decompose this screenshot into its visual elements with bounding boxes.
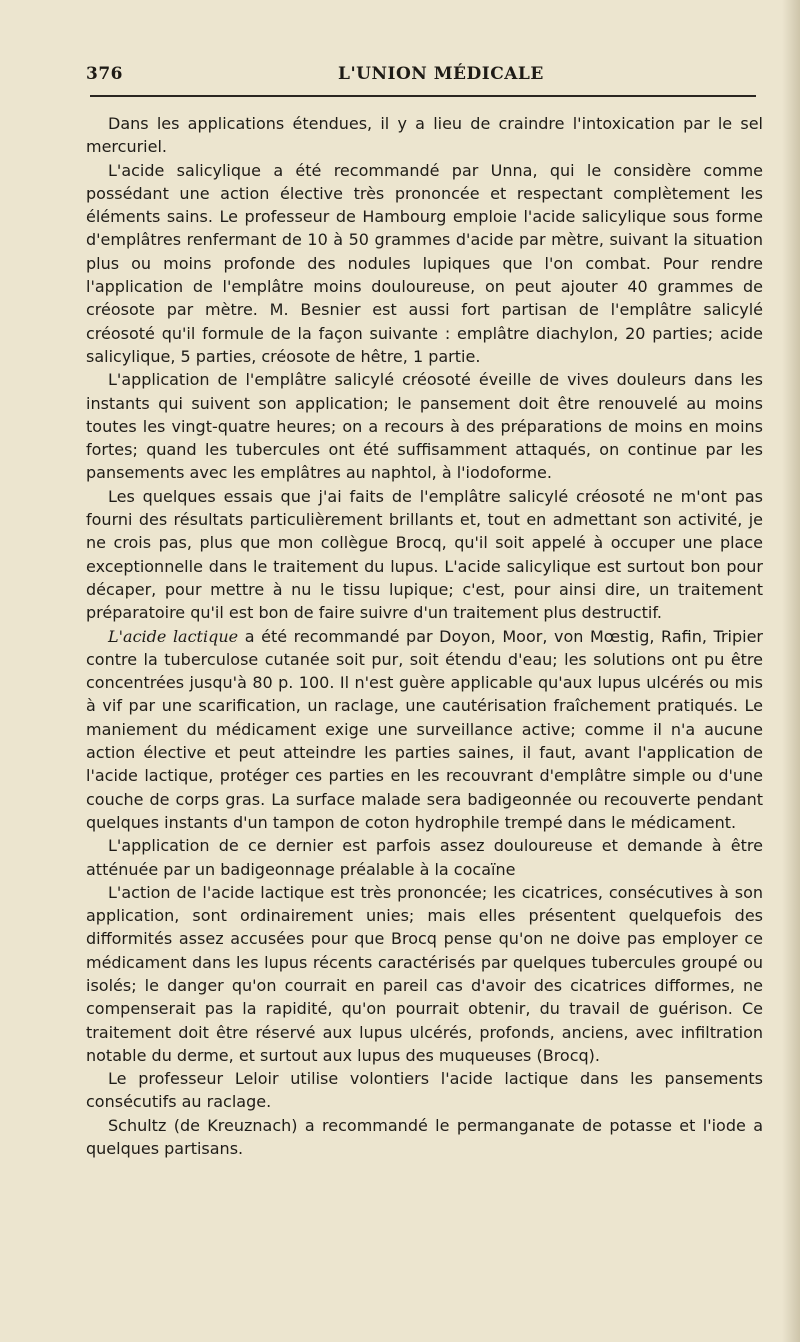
italic-term: L'acide lactique: [108, 626, 239, 646]
paragraph-lactic-acid: L'acide lactique a été recommandé par Doyon, Moor, von Mœstig, Rafin, Tripier contre la tuberculose cutanée soit pur, soit étendu d'eau; les solutions ont pu être concentrées jusqu'à 80 p. 100. Il n'est guère applicable qu'aux lupus ulcérés ou mis à vif par une scarification, un raclage, une cautérisation fraîchement pratiqués. Le maniement du médicament exige une surveillance active; comme il n'a aucune action élective et peut atteindre les parties saines, il faut, avant l'application de l'acide lactique, protéger ces parties en les recouvrant d'emplâtre simple ou d'une couche de corps gras. La surface malade sera badigeonnée ou recouverte pendant quelques instants d'un tampon de coton hydrophile trempé dans le médicament.: [86, 626, 763, 832]
paragraph-schultz: Schultz (de Kreuznach) a recommandé le permanganate de potasse et l'iode a quelques partisans.: [86, 1115, 763, 1159]
paragraph-leloir: Le professeur Leloir utilise volontiers l'acide lactique dans les pansements consécutifs au raclage.: [86, 1069, 763, 1112]
paragraph-plaster-application: L'application de l'emplâtre salicylé créosoté éveille de vives douleurs dans les instants qui suivent son application; le pansement doit être renouvelé au moins toutes les vingt-quatre heures; on a recours à des préparations de moins en moins fortes; quand les tubercules ont été suffisamment attaqués, on continue par les pansements avec les emplâtres au naphtol, à l'iodoforme.: [86, 370, 763, 483]
paragraph-author-trials: Les quelques essais que j'ai faits de l'emplâtre salicylé créosoté ne m'ont pas fourni des résultats particulièrement brillants et, tout en admettant son activité, je ne crois pas, plus que mon collègue Brocq, qu'il soit appelé à occuper une place exceptionnelle dans le traitement du lupus. L'acide salicylique est surtout bon pour décaper, pour mettre à nu le tissu lupique; c'est, pour ainsi dire, un traitement préparatoire qu'il est bon de faire suivre d'un traitement plus destructif.: [86, 486, 763, 623]
page-header: [86, 60, 756, 90]
paragraph-cocaine: L'application de ce dernier est parfois assez douloureuse et demande à être atténuée par un badigeonnage préalable à la cocaïne: [86, 836, 763, 879]
running-title: L'UNION MÉDICALE: [338, 64, 544, 84]
paragraph-lactic-action: L'action de l'acide lactique est très prononcée; les cicatrices, consécutives à son application, sont ordinairement unies; mais elles présentent quelquefois des difformités assez accusées pour que Brocq pense qu'on ne doive pas employer ce médicament dans les lupus récents caractérisés par quelques tubercules groupé ou isolés; le danger qu'on courrait en pareil cas d'avoir des cicatrices difformes, ne compenserait pas la rapidité, qu'on pourrait obtenir, du travail de guérison. Ce traitement doit être réservé aux lupus ulcérés, profonds, anciens, avec infiltration notable du derme, et surtout aux lupus des muqueuses (Brocq).: [86, 882, 763, 1065]
page-number: 376: [86, 64, 123, 84]
header-rule: [90, 95, 756, 97]
paragraph-mercury-intoxication: Dans les applications étendues, il y a lieu de craindre l'intoxication par le sel mercuriel.: [86, 114, 763, 157]
paragraph-salicylic-acid: L'acide salicylique a été recommandé par Unna, qui le considère comme possédant une action élective très prononcée et respectant complètement les éléments sains. Le professeur de Hambourg emploie l'acide salicylique sous forme d'emplâtres renfermant de 10 à 50 grammes d'acide par mètre, suivant la situation plus ou moins profonde des nodules lupiques que l'on combat. Pour rendre l'application de l'emplâtre moins douloureuse, on peut ajouter 40 grammes de créosote par mètre. M. Besnier est aussi fort partisan de l'emplâtre salicylé créosoté qu'il formule de la façon suivante : emplâtre diachylon, 20 parties; acide salicylique, 5 parties, créosote de hêtre, 1 partie.: [86, 160, 763, 366]
article-body: [86, 112, 763, 1160]
